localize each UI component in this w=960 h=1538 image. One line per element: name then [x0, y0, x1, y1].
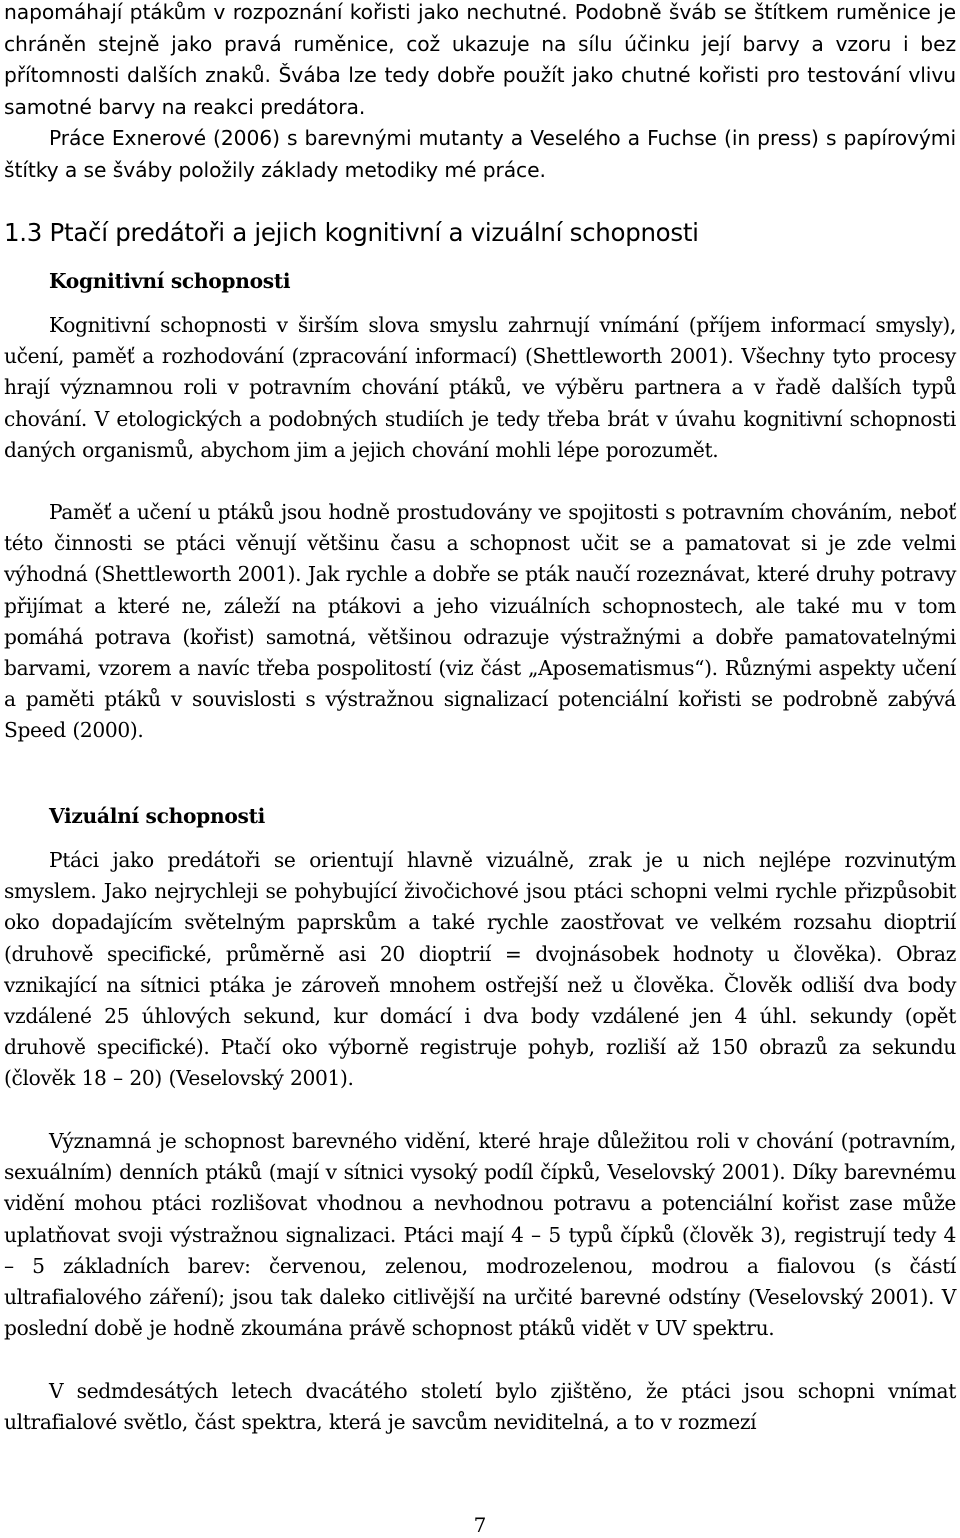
paragraph-uv-vision: V sedmdesátých letech dvacátého století bylo zjištěno, že ptáci jsou schopni vnímat ultrafialové světlo, část spektra, která je savcům neviditelná, a to v rozmezí [4, 1379, 956, 1435]
paragraph-visual-intro: Ptáci jako predátoři se orientují hlavně vizuálně, zrak je u nich nejlépe rozvinutým smyslem. Jako nejrychleji se pohybující živočichové jsou ptáci schopni velmi rychle přizpůsobit oko dopadajícím světelným paprskům a také rychle zaostřovat ve velkém rozsahu dioptrií (druhově specifické, průměrně asi 20 dioptrií = dvojnásobek hodnoty u člověka). Obraz vznikající na sítnici ptáka je zároveň mnohem ostřejší než u člověka. Člověk odliší dva body vzdálené 25 úhlových sekund, kur domácí i dva body vzdálené jen 4 úhl. sekundy (opět druhově specifické). Ptačí oko výborně registruje pohyb, rozliší až 150 obrazů za sekundu (člověk 18 – 20) (Veselovský 2001). [4, 848, 956, 1091]
document-page [4, 0, 956, 1537]
paragraph-cognitive-intro: Kognitivní schopnosti v širším slova smyslu zahrnují vnímání (příjem informací smysly), učení, paměť a rozhodování (zpracování informací) (Shettleworth 2001). Všechny tyto procesy hrají významnou roli v potravním chování ptáků, ve výběru partnera a v řadě dalších typů chování. V etologických a podobných studiích je tedy třeba brát v úvahu kognitivní schopnosti daných organismů, abychom jim a jejich chování mohli lépe porozumět. [4, 313, 956, 462]
subheading-cognitive-abilities: Kognitivní schopnosti [49, 269, 291, 293]
page-number: 7 [473, 1513, 487, 1537]
paragraph-methodology: Práce Exnerové (2006) s barevnými mutanty a Veselého a Fuchse (in press) s papírovými štítky a se šváby položily základy metodiky mé práce. [4, 126, 956, 182]
subheading-visual-abilities: Vizuální schopnosti [49, 804, 265, 828]
paragraph-continuation: napomáhají ptákům v rozpoznání kořisti jako nechutné. Podobně šváb se štítkem ruměnice je chráněn stejně jako pravá ruměnice, což ukazuje na sílu účinku její barvy a vzoru i bez přítomnosti dalších znaků. Švába lze tedy dobře použít jako chutné kořisti pro testování vlivu samotné barvy na reakci predátora. [4, 0, 956, 119]
paragraph-color-vision: Významná je schopnost barevného vidění, které hraje důležitou roli v chování (potravním, sexuálním) denních ptáků (mají v sítnici vysoký podíl čípků, Veselovský 2001). Díky barevnému vidění mohou ptáci rozlišovat vhodnou a nevhodnou potravu a potenciální kořist zase může uplatňovat svoji výstražnou signalizaci. Ptáci mají 4 – 5 typů čípků (člověk 3), registrují tedy 4 – 5 základních barev: červenou, zelenou, modrozelenou, modrou a fialovou (s částí ultrafialového záření); jsou tak daleko citlivější na určité barevné odstíny (Veselovský 2001). V poslední době je hodně zkoumána právě schopnost ptáků vidět v UV spektru. [4, 1129, 956, 1341]
section-heading: 1.3 Ptačí predátoři a jejich kognitivní a vizuální schopnosti [4, 218, 699, 247]
paragraph-memory-learning: Paměť a učení u ptáků jsou hodně prostudovány ve spojitosti s potravním chováním, neboť této činnosti se ptáci věnují většinu času a schopnost učit se a pamatovat si je zde velmi výhodná (Shettleworth 2001). Jak rychle a dobře se pták naučí rozeznávat, které druhy potravy přijímat a které ne, záleží na ptákovi a jeho vizuálních schopnostech, ale také mu v tom pomáhá potrava (kořist) samotná, většinou odrazuje výstražnými a dobře pamatovatelnými barvami, vzorem a navíc třeba pospolitostí (viz část „Aposematismus“). Různými aspekty učení a paměti ptáků v souvislosti s výstražnou signalizací potenciální kořisti se podrobně zabývá Speed (2000). [4, 500, 956, 743]
